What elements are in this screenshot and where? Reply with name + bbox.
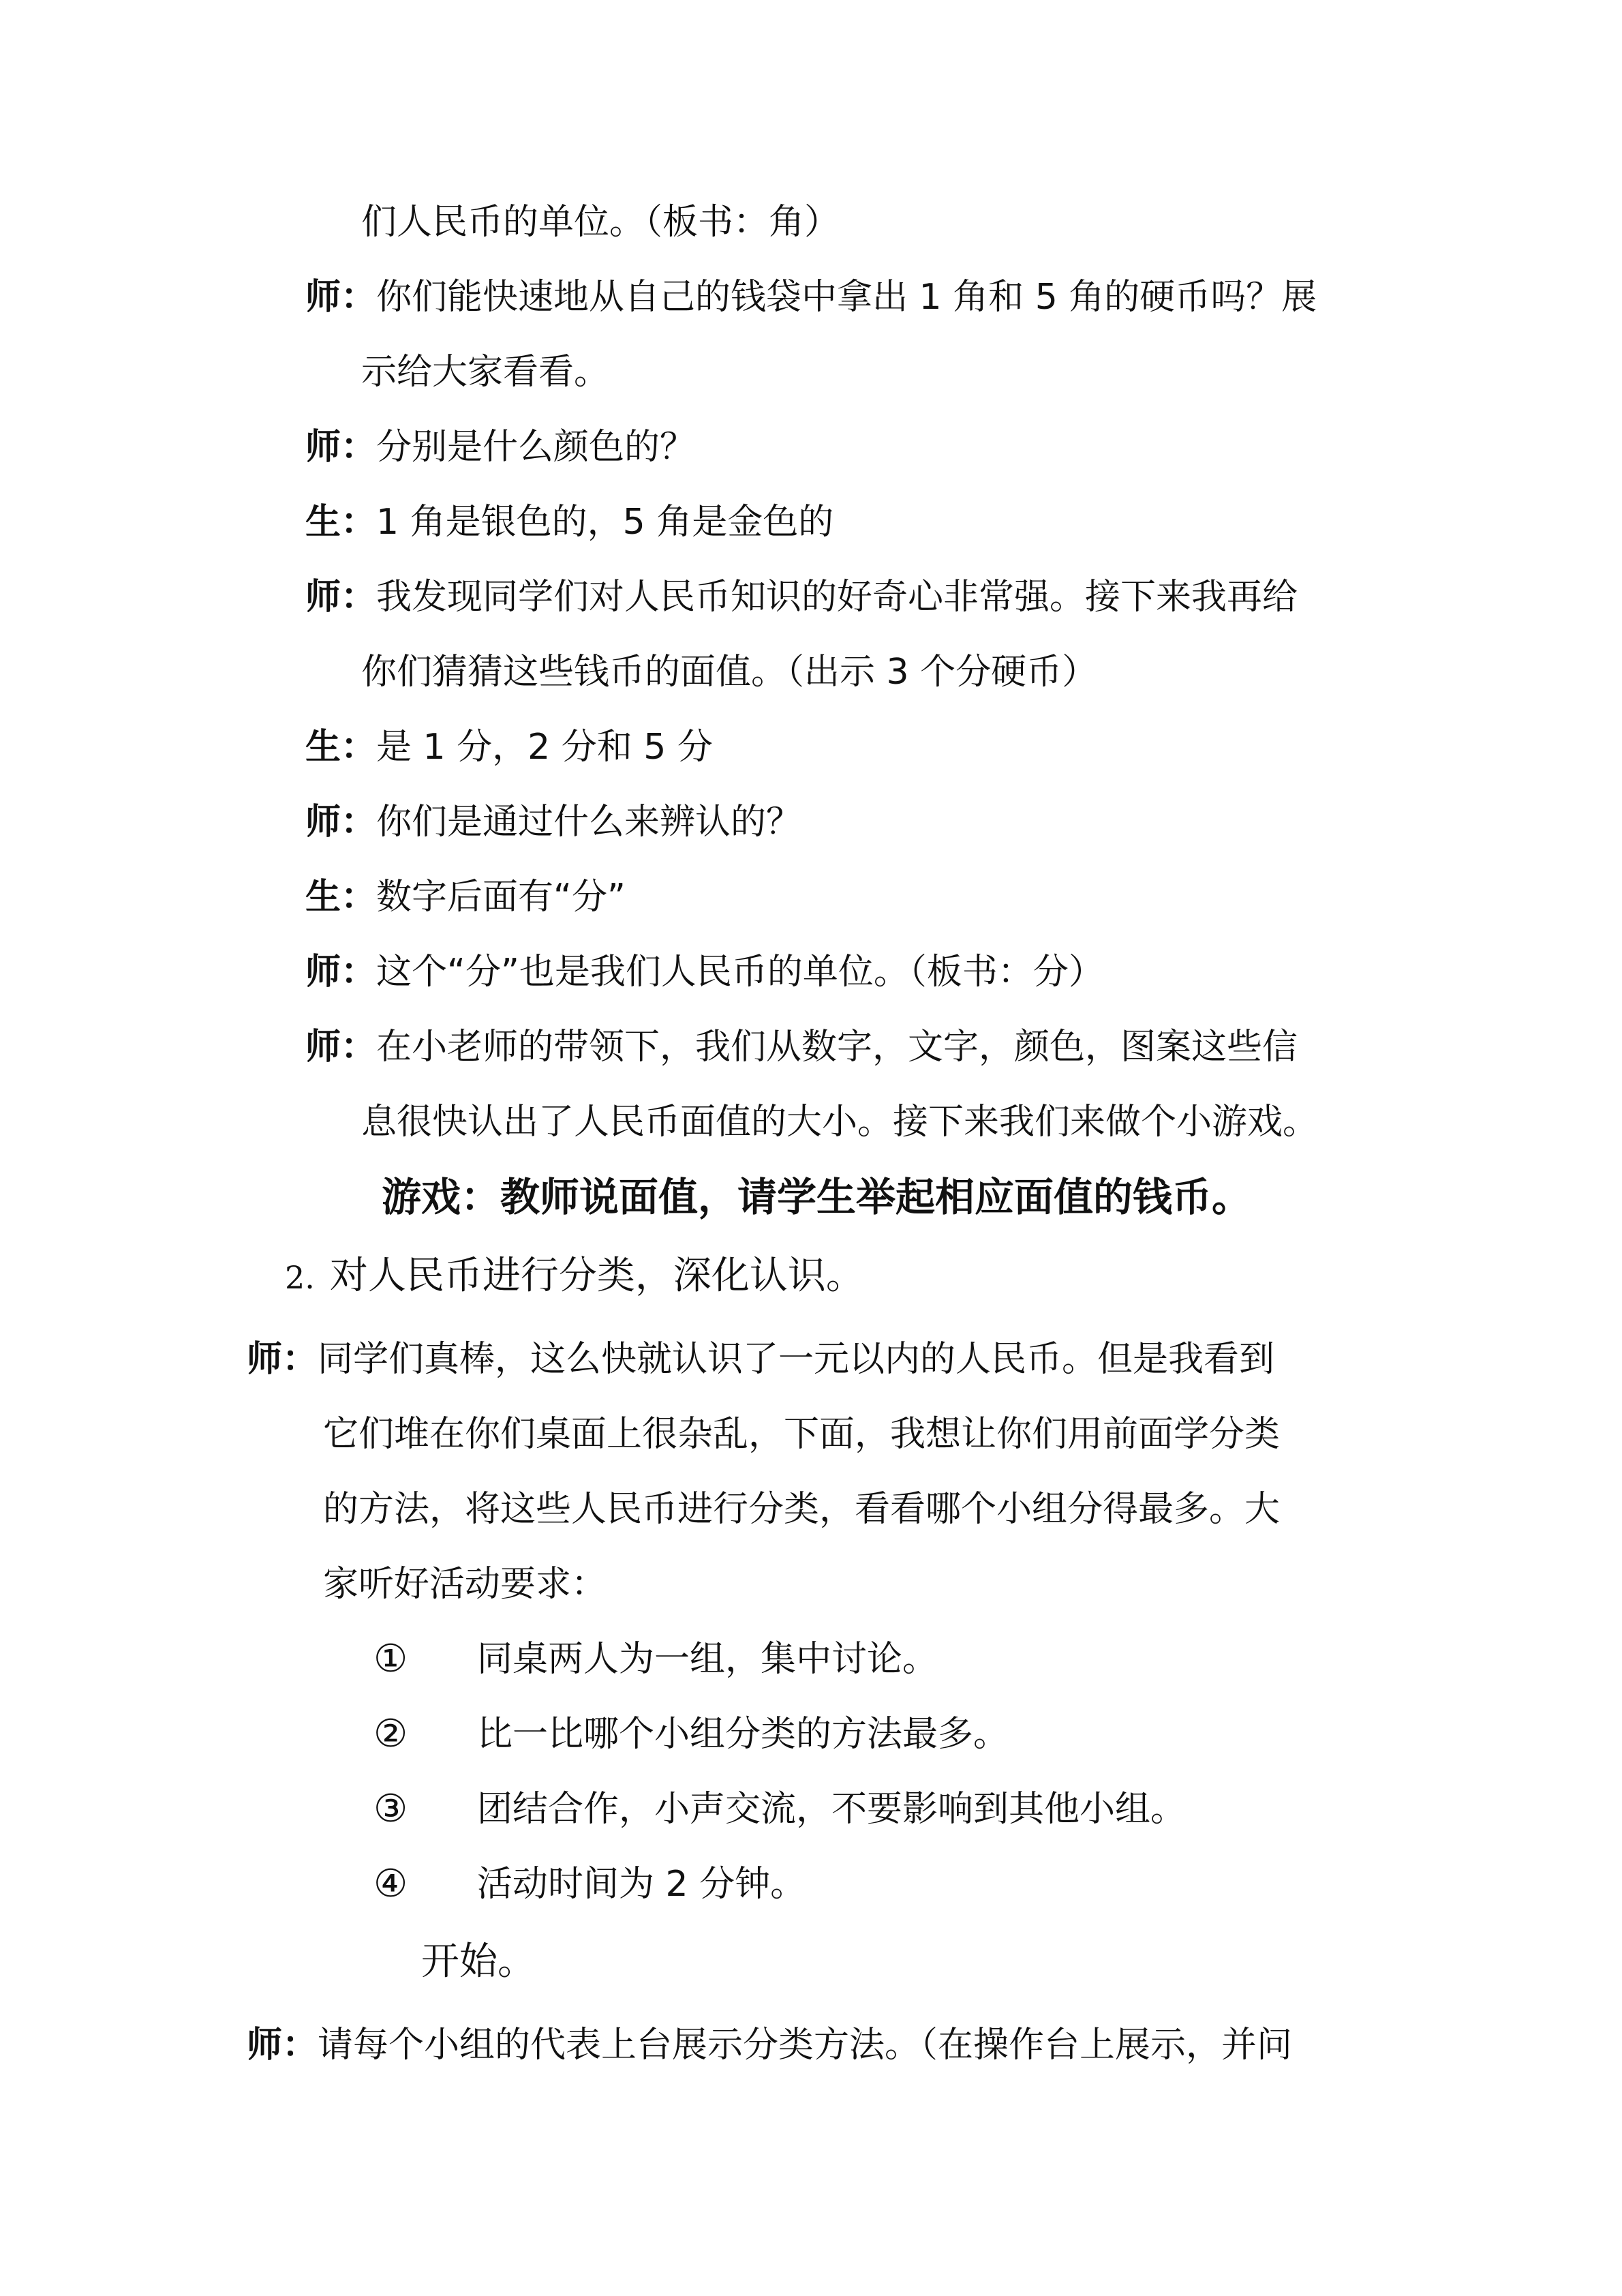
text-line: [361, 195, 840, 250]
dialogue-line: [305, 795, 801, 849]
section-title: 对人民币进行分类，深化认识。: [329, 1254, 864, 1298]
line-text: 你们是通过什么来辨认的？: [376, 802, 802, 843]
line-text: 1 角是银色的，5 角是金色的: [376, 502, 834, 543]
text-line: [361, 645, 1097, 699]
dialogue-line: [247, 1332, 1274, 1387]
text-line: [323, 1482, 1280, 1537]
speaker-label: 师：: [305, 952, 377, 993]
line-text: 你们猜猜这些钱币的面值。（出示 3 个分硬币）: [361, 652, 1098, 693]
text-line: [323, 1407, 1280, 1462]
dialogue-line: [305, 870, 626, 924]
list-item: 团结合作，小声交流，不要影响到其他小组。: [477, 1789, 1187, 1830]
line-text: 同学们真棒，这么快就认识了一元以内的人民币。但是我看到: [318, 1339, 1275, 1380]
line-text: 分别是什么颜色的？: [376, 427, 696, 468]
list-item: 同桌两人为一组，集中讨论。: [477, 1639, 938, 1680]
line-text: 在小老师的带领下，我们从数字，文字，颜色，图案这些信: [376, 1027, 1298, 1068]
line-text: 你们能快速地从自己的钱袋中拿出 1 角和 5 角的硬币吗？展: [376, 277, 1317, 318]
list-marker: ①: [373, 1637, 408, 1681]
game-heading: 游戏：教师说面值，请学生举起相应面值的钱币。: [382, 1174, 1252, 1220]
dialogue-line: [305, 270, 1317, 324]
speaker-label: 师：: [305, 802, 377, 843]
dialogue-line: [247, 2018, 1292, 2072]
dialogue-line: [305, 570, 1298, 624]
speaker-label: 师：: [247, 1339, 318, 1380]
section-heading: [285, 1249, 864, 1305]
line-text: 数字后面有“分”: [376, 877, 626, 918]
list-marker: ④: [373, 1862, 408, 1906]
dialogue-line: [305, 420, 695, 474]
list-marker: ②: [373, 1712, 408, 1756]
text-line: [361, 345, 609, 399]
dialogue-line: [305, 495, 833, 549]
line-text: 的方法，将这些人民币进行分类，看看哪个小组分得最多。大: [323, 1489, 1281, 1530]
speaker-label: 师：: [247, 2025, 318, 2066]
line-text: 示给大家看看。: [361, 352, 610, 393]
line-text: 家听好活动要求：: [323, 1564, 607, 1605]
speaker-label: 师：: [305, 277, 377, 318]
speaker-label: 师：: [305, 427, 377, 468]
dialogue-line: [305, 1020, 1298, 1074]
list-item: 活动时间为 2 分钟。: [477, 1864, 806, 1905]
text-line: [323, 1557, 607, 1612]
list-marker: ③: [373, 1787, 408, 1831]
text-line: [361, 1095, 1318, 1149]
line-text: 息很快认出了人民币面值的大小。接下来我们来做个小游戏。: [361, 1102, 1319, 1143]
line-text: 是 1 分，2 分和 5 分: [376, 727, 713, 768]
speaker-label: 生：: [305, 502, 377, 543]
speaker-label: 生：: [305, 727, 377, 768]
line-text: 请每个小组的代表上台展示分类方法。（在操作台上展示，并问: [318, 2025, 1293, 2066]
start-text: 开始。: [421, 1939, 536, 1984]
line-text: 这个“分”也是我们人民币的单位。（板书：分）: [376, 952, 1104, 993]
list-item: 比一比哪个小组分类的方法最多。: [477, 1714, 1009, 1755]
line-text: 它们堆在你们桌面上很杂乱，下面，我想让你们用前面学分类: [323, 1414, 1281, 1455]
line-text: 我发现同学们对人民币知识的好奇心非常强。接下来我再给: [376, 577, 1298, 618]
speaker-label: 生：: [305, 877, 377, 918]
speaker-label: 师：: [305, 577, 377, 618]
dialogue-line: [305, 720, 713, 774]
dialogue-line: [305, 945, 1104, 999]
section-number: 2.: [285, 1259, 315, 1296]
line-text: 们人民币的单位。（板书：角）: [361, 202, 840, 243]
speaker-label: 师：: [305, 1027, 377, 1068]
